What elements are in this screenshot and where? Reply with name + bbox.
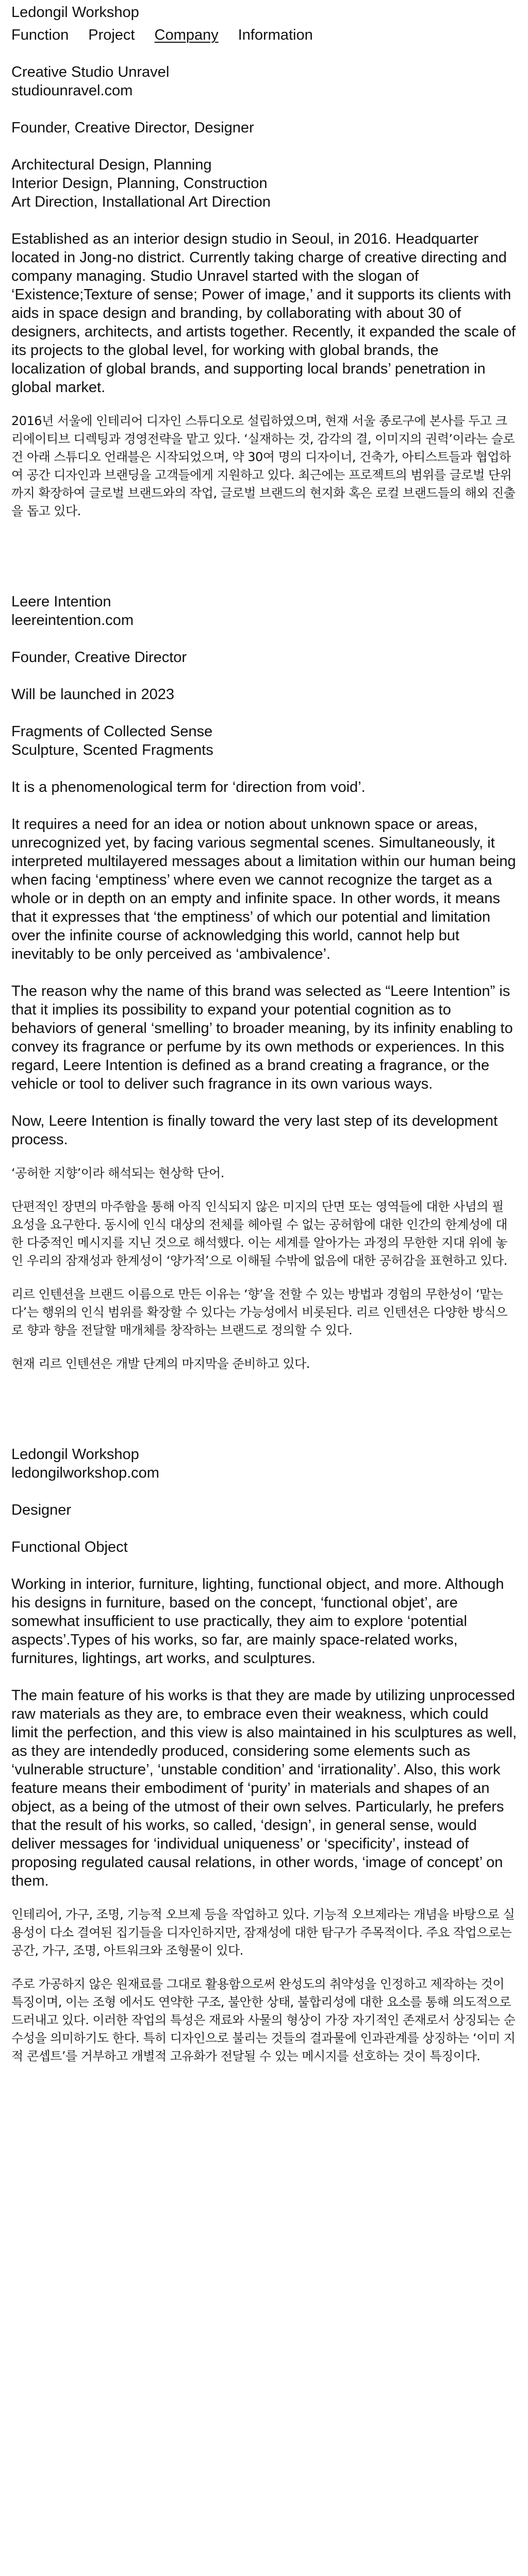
- field-item: Functional Object: [11, 1539, 128, 1555]
- company-fields: [11, 722, 517, 759]
- main-nav: [11, 26, 517, 44]
- company-section-ledongil: [11, 1445, 517, 2065]
- company-url[interactable]: studiounravel.com: [11, 82, 133, 99]
- company-section-unravel: [11, 63, 517, 520]
- company-url[interactable]: leereintention.com: [11, 612, 134, 629]
- main-content: [0, 63, 528, 2065]
- description-paragraph-en: It is a phenomenological term for ‘direction from void’.: [11, 779, 366, 795]
- description-paragraph-en: Now, Leere Intention is finally toward the very last step of its development process.: [11, 1113, 498, 1148]
- company-fields: [11, 156, 517, 211]
- nav-item-company[interactable]: Company: [154, 27, 219, 43]
- nav-item-information[interactable]: Information: [238, 27, 313, 43]
- site-header: [0, 0, 528, 44]
- launch-status: Will be launched in 2023: [11, 686, 174, 703]
- description-paragraph-ko: 인테리어, 가구, 조명, 기능적 오브제 등을 작업하고 있다. 기능적 오브제라는 개념을 바탕으로 실용성이 다소 결여된 집기들을 디자인하지만, 잠재성에 대한 탐구가 주목적이다. 주요 작업으로는 공간, 가구, 조명, 아트워크와 조형물이 있다.: [11, 1907, 515, 1958]
- description-paragraph-en: Working in interior, furniture, lighting, functional object, and more. Although his designs in furniture, based on the concept, ‘functional objet’, are somewhat insufficient to use practically, they aim to explore ‘potential aspects’.Types of his works, so far, are mainly space-related works, furnitures, lightings, art works, and sculptures.: [11, 1576, 504, 1667]
- field-item: Interior Design, Planning, Construction: [11, 175, 268, 192]
- description-paragraph-en: Established as an interior design studio in Seoul, in 2016. Headquarter located in Jong-no district. Currently taking charge of creative directing and company managing. Studio Unravel started with the slogan of ‘Existence;Texture of sense; Power of image,’ and it supports its clients with aids in space design and branding, by collaborating with about 30 of designers, architects, and artists together. Recently, it expanded the scale of its projects to the global level, for working with global brands, the localization of global brands, and supporting local brands’ penetration in global market.: [11, 231, 516, 396]
- company-name: Creative Studio Unravel: [11, 64, 170, 80]
- description-paragraph-ko: 현재 리르 인텐션은 개발 단계의 마지막을 준비하고 있다.: [11, 1357, 310, 1371]
- field-item: Fragments of Collected Sense: [11, 723, 213, 740]
- description-paragraph-ko: 단편적인 장면의 마주함을 통해 아직 인식되지 않은 미지의 단면 또는 영역들에 대한 사념의 필 요성을 요구한다. 동시에 인식 대상의 전체를 헤아릴 수 없는 공허함에 대한 인간의 한계성에 대 한 다중적인 메시지를 지닌 것으로 해석했다. 이는 세계를 알아가는 과정의 무한한 지대 위에 놓인 우리의 잠재성과 한계성이 ‘양가적’으로 이해될 수밖에 없음에 대한 공허감을 표현하고 있다.: [11, 1199, 507, 1268]
- description-paragraph-en: The main feature of his works is that they are made by utilizing unprocessed raw materials as they are, to embrace even their weakness, which could limit the perfection, and this view is also maintained in his sculptures as well, as they are intendedly produced, considering some elements such as ‘vulnerable structure’, ‘unstable condition’ and ‘irrationality’. Also, this work feature means their embodiment of ‘purity’ in materials and shapes of an object, as a being of the utmost of their own selves. Particularly, he prefers that the result of his works, so called, ‘design’, in general sense, would deliver messages for ‘individual uniqueness’ or ‘specificity’, instead of proposing regulated causal relations, in other words, ‘image of concept’ on them.: [11, 1687, 517, 1889]
- company-role: Founder, Creative Director: [11, 649, 187, 666]
- nav-item-project[interactable]: Project: [88, 27, 135, 43]
- nav-item-function[interactable]: Function: [11, 27, 69, 43]
- company-url[interactable]: ledongilworkshop.com: [11, 1465, 159, 1481]
- company-name: Leere Intention: [11, 594, 111, 610]
- description-paragraph-ko: 리르 인텐션을 브랜드 이름으로 만든 이유는 ‘향’을 전할 수 있는 방법과 경험의 무한성이 ‘맡는다’는 행위의 인식 범위를 확장할 수 있다는 가능성에서 비롯된다. 리르 인텐션은 다양한 방식으로 향과 향을 전달할 매개체를 창작하는 브랜드로 정의할 수 있다.: [11, 1287, 507, 1337]
- site-title[interactable]: Ledongil Workshop: [11, 4, 139, 21]
- field-item: Art Direction, Installational Art Direction: [11, 194, 271, 210]
- company-role: Founder, Creative Director, Designer: [11, 120, 254, 136]
- company-role: Designer: [11, 1502, 72, 1518]
- company-section-leere: [11, 592, 517, 1373]
- description-paragraph-en: The reason why the name of this brand was selected as “Leere Intention” is that it implies its possibility to expand your potential cognition as to behaviors of general ‘smelling’ to broader meaning, by its infinity enabling to convey its fragrance or perfume by its own methods or experiences. In this regard, Leere Intention is defined as a brand creating a fragrance, or the vehicle or tool to deliver such fragrance in its own various ways.: [11, 983, 513, 1092]
- description-paragraph-ko: 2016년 서울에 인테리어 디자인 스튜디오로 설립하였으며, 현재 서울 종로구에 본사를 두고 크리에이티브 디렉팅과 경영전략을 맡고 있다. ‘실재하는 것, 감각의 결, 이미지의 권력’이라는 슬로건 아래 스튜디오 언래블은 시작되었으며, 약 30여 명의 디자이너, 건축가, 아티스트들과 협업하여 공간 디자인과 브랜딩을 고객들에게 지원하고 있다. 최근에는 프로젝트의 범위를 글로벌 단위까지 확장하여 글로벌 브랜드와의 작업, 글로벌 브랜드의 현지화 혹은 로컬 브랜드들의 해외 진출을 돕고 있다.: [11, 414, 516, 518]
- company-name: Ledongil Workshop: [11, 1446, 139, 1463]
- description-paragraph-en: It requires a need for an idea or notion about unknown space or areas, unrecognized yet, by facing various segmental scenes. Simultaneously, it interpreted multilayered messages about a limitation within our human being when facing ‘emptiness’ where even we cannot recognize the target as a whole or in depth on an empty and infinite space. In other words, it means that it expresses that ‘the emptiness’ of which our potential and limitation over the infinite course of acknowledging this world, cannot help but inevitably to be only perceived as ‘ambivalence’.: [11, 816, 516, 962]
- description-paragraph-ko: ‘공허한 지향’이라 해석되는 현상학 단어.: [11, 1166, 224, 1180]
- description-paragraph-ko: 주로 가공하지 않은 원재료를 그대로 활용함으로써 완성도의 취약성을 인정하고 제작하는 것이 특징이며, 이는 조형 에서도 연약한 구조, 불안한 상태, 불합리성에 대한 요소를 통해 의도적으로 드러내고 있다. 이러한 작업의 특성은 재료와 사물의 형상이 가장 자기적인 존재로서 상징되는 순수성을 의미하기도 한다. 특히 디자인으로 불리는 것들의 결과물에 인과관계를 상징하는 ‘이미 지적 콘셉트’를 거부하고 개별적 고유화가 전달될 수 있는 메시지를 선호하는 것이 특징이다.: [11, 1977, 516, 2063]
- company-fields: [11, 1538, 517, 1556]
- field-item: Architectural Design, Planning: [11, 157, 212, 173]
- field-item: Sculpture, Scented Fragments: [11, 742, 213, 758]
